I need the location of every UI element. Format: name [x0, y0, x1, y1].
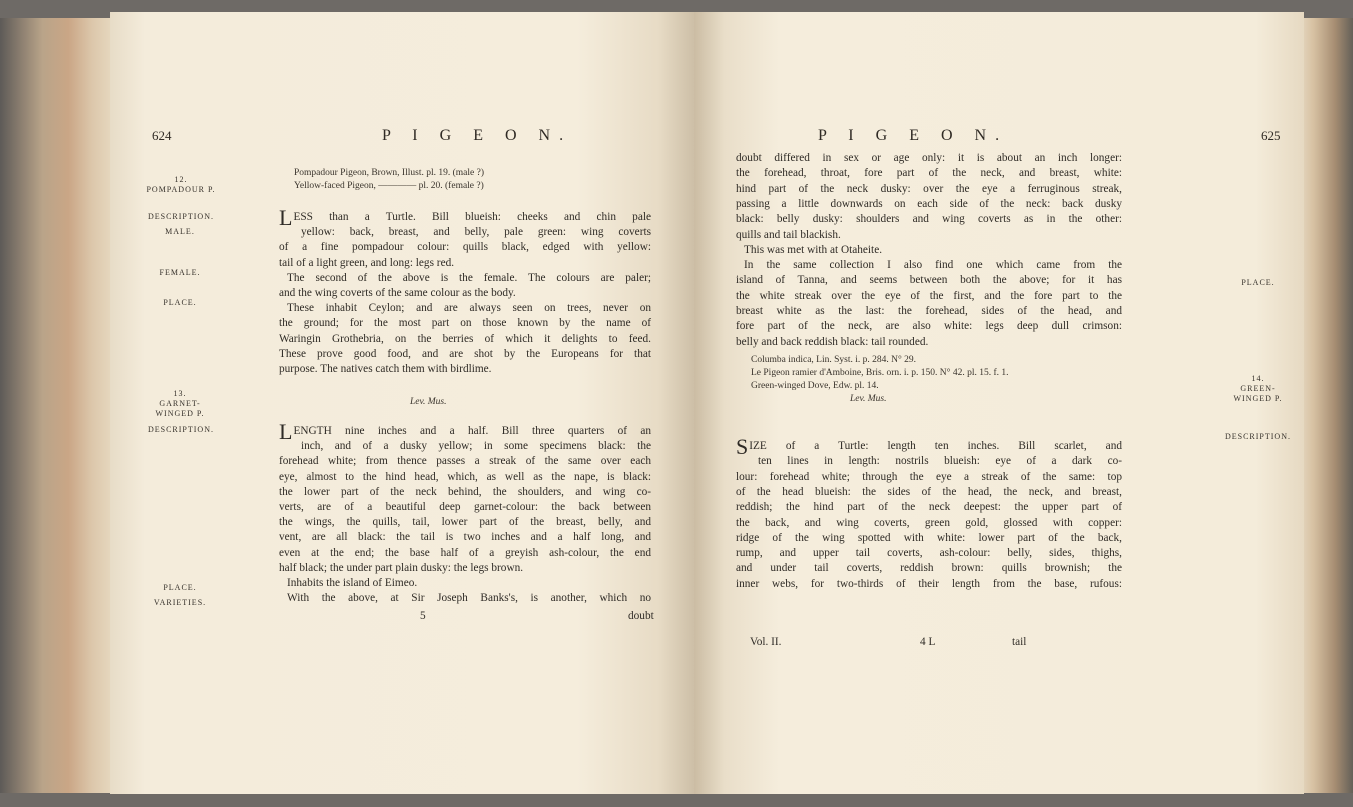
- left-body-line: yellow: back, breast, and belly, pale green: wing coverts: [301, 226, 651, 239]
- margin-place: PLACE.: [163, 298, 197, 307]
- margin-green: GREEN-: [1240, 384, 1276, 393]
- left-body-line: purpose. The natives catch them with birdlime.: [279, 363, 492, 375]
- left-body-line: the ground; for the most part on those known by the name of: [279, 317, 651, 330]
- left-catchword: doubt: [628, 610, 654, 622]
- left-body-line: of a fine pompadour colour: quills black, edged with yellow:: [279, 241, 651, 254]
- right-body-line: the white streak over the eye of the first, and the fore part to the: [736, 289, 1122, 302]
- volume-label: Vol. II.: [750, 636, 782, 648]
- reference-columba-indica: Columba indica, Lin. Syst. i. p. 284. N° 29.: [751, 355, 917, 365]
- right-body-line: In the same collection I also find one which came from the: [744, 259, 1122, 272]
- left-body-line: LESS than a Turtle. Bill blueish: cheeks and chin pale: [279, 205, 651, 230]
- margin-number-12: 12.: [174, 175, 188, 184]
- right-body-line: black: belly dusky: shoulders and wing coverts as in the other:: [736, 213, 1122, 226]
- reference-pompadour: Pompadour Pigeon, Brown, Illust. pl. 19. (male ?): [294, 168, 484, 178]
- left-body-line: half black; the under part plain dusky: the legs brown.: [279, 561, 524, 574]
- left-body-line: LENGTH nine inches and a half. Bill three quarters of an: [279, 419, 651, 444]
- margin-garnet: GARNET-: [159, 399, 201, 408]
- left-body-line: verts, are of a beautiful deep garnet-colour: the back between: [279, 501, 651, 513]
- left-body-line: even at the end; the base half of a greyish ash-colour, the end: [279, 546, 651, 559]
- margin-female: FEMALE.: [159, 268, 201, 277]
- left-page-edges: [0, 18, 118, 793]
- right-body-line: island of Tanna, and seems between both the above; for it has: [736, 274, 1122, 287]
- margin-pompadour: POMPADOUR P.: [146, 185, 216, 194]
- right-body-line: ridge of the wing spotted with white: lower part of the back,: [736, 531, 1122, 544]
- right-body-line: rump, and upper tail coverts, ash-colour: belly, sides, thighs,: [736, 547, 1122, 560]
- margin-number-13: 13.: [173, 389, 187, 398]
- right-body-line: and under tail coverts, reddish brown: quills brownish; the: [736, 562, 1122, 575]
- margin-number-14: 14.: [1251, 374, 1265, 383]
- margin-description-right: DESCRIPTION.: [1224, 432, 1291, 441]
- right-body-drop-cap: S: [736, 434, 749, 459]
- left-body-line: These inhabit Ceylon; and are always seen on trees, never on: [287, 302, 651, 315]
- margin-place-right: PLACE.: [1241, 278, 1275, 287]
- left-signature: 5: [420, 610, 426, 622]
- right-signature: 4 L: [920, 636, 936, 648]
- left-body-line: The second of the above is the female. The colours are paler;: [287, 271, 651, 284]
- left-folio: 624: [152, 128, 172, 143]
- reference-lev-mus: Lev. Mus.: [410, 397, 447, 407]
- margin-male: MALE.: [165, 227, 195, 236]
- reference-lev-mus-right: Lev. Mus.: [850, 394, 887, 404]
- left-body-line: tail of a light green, and long: legs red.: [279, 256, 455, 269]
- reference-pigeon-ramier: Le Pigeon ramier d'Amboine, Bris. orn. i. p. 150. N° 42. pl. 15. f. 1.: [751, 368, 1009, 378]
- right-body-line: the forehead, throat, fore part of the neck, and breast, white:: [736, 167, 1122, 180]
- right-body-line: quills and tail blackish.: [736, 228, 841, 241]
- right-body-line: belly and back reddish black: tail rounded.: [736, 335, 929, 348]
- right-body-line: fore part of the neck, are also white: legs deep dull crimson:: [736, 320, 1122, 333]
- reference-green-winged-dove: Green-winged Dove, Edw. pl. 14.: [751, 381, 879, 391]
- margin-winged-right: WINGED P.: [1233, 394, 1283, 403]
- left-body-line: inch, and of a dusky yellow; in some specimens black: the: [301, 440, 651, 453]
- margin-winged: WINGED P.: [155, 409, 205, 418]
- right-body-line: lour: forehead white; through the eye a streak of the same: top: [736, 470, 1122, 483]
- left-body-line: Waringin Grothebria, on the berries of which it delights to feed.: [279, 332, 651, 345]
- left-body-line: the lower part of the neck behind, the shoulders, and wing co-: [279, 485, 651, 498]
- left-running-head: P I G E O N.: [382, 127, 573, 144]
- left-body-line: Inhabits the island of Eimeo.: [287, 577, 418, 589]
- left-body-drop-cap: L: [279, 205, 293, 230]
- margin-description-2: DESCRIPTION.: [147, 425, 214, 434]
- right-body-line: ten lines in length: nostrils blueish: eye of a dark co-: [758, 455, 1122, 468]
- margin-place-2: PLACE.: [163, 583, 197, 592]
- left-body-line: the wings, the quills, tail, lower part of the breast, belly, and: [279, 516, 651, 529]
- left-body-line: forehead white; from thence passes a streak of the same over each: [279, 455, 651, 468]
- right-body-line: the back, and wing coverts, green gold, glossed with copper:: [736, 516, 1122, 529]
- right-body-line: This was met with at Otaheite.: [744, 243, 883, 256]
- margin-varieties: VARIETIES.: [153, 598, 207, 607]
- right-body-line: inner webs, for two-thirds of their length from the base, rufous:: [736, 577, 1122, 590]
- left-body-line: and the wing coverts of the same colour as the body.: [279, 287, 516, 299]
- right-body-line: hind part of the neck dusky: over the eye a ferruginous streak,: [736, 182, 1122, 195]
- right-body-line: SIZE of a Turtle: length ten inches. Bill scarlet, and: [736, 434, 1122, 459]
- left-body-drop-cap: L: [279, 419, 293, 444]
- right-body-line: breast white as the last: the forehead, sides of the head, and: [736, 305, 1122, 317]
- margin-description: DESCRIPTION.: [147, 212, 214, 221]
- left-body-line: These prove good food, and are shot by the Europeans for that: [279, 347, 651, 360]
- right-body-line: doubt differed in sex or age only: it is about an inch longer:: [736, 152, 1122, 164]
- right-folio: 625: [1261, 128, 1281, 143]
- right-body-line: of the head blueish: the sides of the head, the neck, and breast,: [736, 485, 1122, 498]
- left-body-line: With the above, at Sir Joseph Banks's, is another, which no: [287, 592, 651, 605]
- right-body-line: reddish; the hind part of the neck deepest: the upper part of: [736, 501, 1122, 514]
- right-running-head: P I G E O N.: [818, 127, 1009, 144]
- right-body-line: passing a little downwards on each side of the neck: back dusky: [736, 197, 1122, 210]
- left-body-line: vent, are all black: the tail is two inches and a half long, and: [279, 531, 651, 544]
- right-catchword: tail: [1012, 636, 1027, 648]
- left-body-line: eye, almost to the hind head, which, as well as the nape, is black:: [279, 470, 651, 483]
- reference-yellow-faced: Yellow-faced Pigeon, ———— pl. 20. (female ?): [294, 181, 484, 191]
